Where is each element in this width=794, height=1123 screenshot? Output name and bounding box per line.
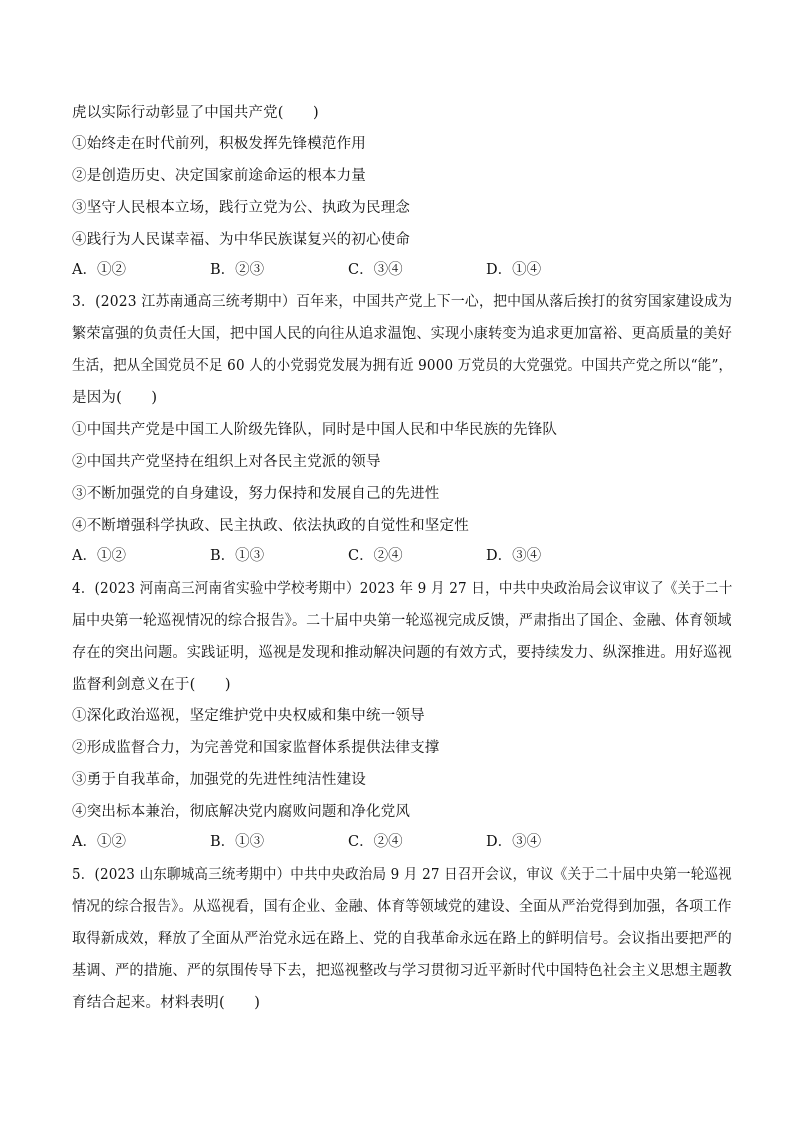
question-4-stem-line-4: 监督利剑意义在于( ): [72, 677, 231, 693]
question-2-options: [72, 260, 732, 280]
question-2-stem-tail: 虎以实际行动彰显了中国共产党( ): [72, 105, 319, 121]
question-3-item-2: ②中国共产党坚持在组织上对各民主党派的领导: [72, 454, 381, 470]
question-3-stem-line-4: 是因为( ): [72, 390, 158, 406]
question-5-stem-line-1: 5．(2023 山东聊城高三统考期中）中共中央政治局 9 月 27 日召开会议，审议《关于二十届中央第一轮巡视: [72, 867, 732, 883]
question-4-item-1: ①深化政治巡视，坚定维护党中央权威和集中统一领导: [72, 708, 425, 724]
question-3-item-4: ④不断增强科学执政、民主执政、依法执政的自觉性和坚定性: [72, 518, 469, 534]
question-4-option-b[interactable]: B．①③: [210, 834, 265, 850]
question-2-item-3: ③坚守人民根本立场，践行立党为公、执政为民理念: [72, 200, 411, 216]
question-5-stem-line-2: 情况的综合报告》。从巡视看，国有企业、金融、体育等领域党的建设、全面从严治党得到加强，各项工作: [72, 899, 732, 915]
question-2-option-a[interactable]: A．①②: [72, 262, 126, 278]
question-2-option-b[interactable]: B．②③: [210, 262, 265, 278]
question-4-option-d[interactable]: D．③④: [486, 834, 542, 850]
question-4-item-3: ③勇于自我革命，加强党的先进性纯洁性建设: [72, 772, 366, 788]
question-3-stem-line-3: 生活，把从全国党员不足 60 人的小党弱党发展为拥有近 9000 万党员的大党强党。中国共产党之所以“能”，: [72, 358, 733, 374]
question-2-item-1: ①始终走在时代前列，积极发挥先锋模范作用: [72, 136, 366, 152]
question-3-option-a[interactable]: A．①②: [72, 548, 126, 564]
question-2-option-d[interactable]: D．①④: [486, 262, 542, 278]
question-3-stem-line-2: 繁荣富强的负责任大国，把中国人民的向往从追求温饱、实现小康转变为追求更加富裕、更高质量的美好: [72, 326, 732, 342]
question-2-option-c[interactable]: C．③④: [348, 262, 403, 278]
question-2-item-4: ④践行为人民谋幸福、为中华民族谋复兴的初心使命: [72, 232, 411, 248]
question-5-stem-line-5: 育结合起来。材料表明( ): [72, 995, 261, 1011]
question-3-item-1: ①中国共产党是中国工人阶级先锋队，同时是中国人民和中华民族的先锋队: [72, 422, 558, 438]
question-5-stem-line-4: 基调、严的措施、严的氛围传导下去，把巡视整改与学习贯彻习近平新时代中国特色社会主义思想主题教: [72, 963, 732, 979]
question-4-option-a[interactable]: A．①②: [72, 834, 126, 850]
question-4-stem-line-2: 届中央第一轮巡视情况的综合报告》。二十届中央第一轮巡视完成反馈，严肃指出了国企、金融、体育领域: [72, 613, 732, 629]
question-3-options: [72, 546, 732, 566]
question-3-item-3: ③不断加强党的自身建设，努力保持和发展自己的先进性: [72, 486, 440, 502]
question-3-option-b[interactable]: B．①③: [210, 548, 265, 564]
question-3-stem-line-1: 3．(2023 江苏南通高三统考期中）百年来，中国共产党上下一心，把中国从落后挨打的贫穷国家建设成为: [72, 294, 733, 310]
question-4-stem-line-1: 4．(2023 河南高三河南省实验中学校考期中）2023 年 9 月 27 日，中共中央政治局会议审议了《关于二十: [72, 581, 733, 597]
question-2-item-2: ②是创造历史、决定国家前途命运的根本力量: [72, 168, 366, 184]
question-3-option-d[interactable]: D．③④: [486, 548, 542, 564]
question-5-stem-line-3: 取得新成效，释放了全面从严治党永远在路上、党的自我革命永远在路上的鲜明信号。会议指出要把严的: [72, 931, 732, 947]
question-3-option-c[interactable]: C．②④: [348, 548, 403, 564]
question-4-item-2: ②形成监督合力，为完善党和国家监督体系提供法律支撑: [72, 740, 440, 756]
question-4-options: [72, 832, 732, 852]
question-4-item-4: ④突出标本兼治，彻底解决党内腐败问题和净化党风: [72, 804, 411, 820]
question-4-stem-line-3: 存在的突出问题。实践证明，巡视是发现和推动解决问题的有效方式，要持续发力、纵深推进。用好巡视: [72, 645, 732, 661]
question-4-option-c[interactable]: C．②④: [348, 834, 403, 850]
